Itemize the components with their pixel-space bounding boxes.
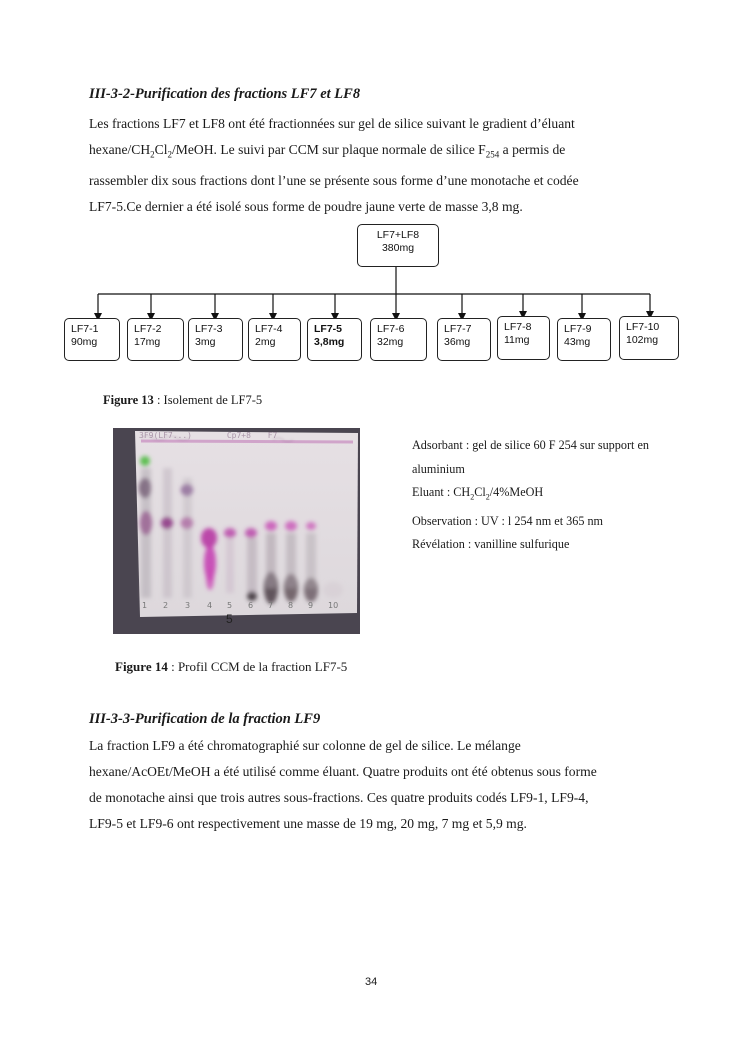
adsorbant-line: Adsorbant : gel de silice 60 F 254 sur support en [412, 438, 649, 452]
observation-line: Observation : UV : l 254 nm et 365 nm [412, 513, 604, 528]
node-lf7-1 [64, 318, 120, 361]
node-name: LF7-6 [377, 323, 405, 335]
node-mass: 380mg [381, 242, 415, 254]
adsorbant-line-2: aluminium [412, 461, 465, 476]
lane-number: 3 [185, 601, 191, 610]
lane-number: 5 [227, 601, 233, 610]
lane-number: 10 [328, 601, 339, 610]
node-lf7-7 [437, 318, 491, 361]
node-name: LF7-7 [444, 323, 472, 335]
node-mass: 102mg [626, 334, 659, 346]
node-mass: 43mg [564, 336, 591, 348]
lane-number: 4 [207, 601, 213, 610]
tlc-plate-photo [113, 428, 360, 634]
node-name: LF7-2 [134, 323, 162, 335]
plate-header-left: 3F9(LF7...) [139, 431, 192, 440]
lane-number: 1 [142, 601, 148, 610]
node-lf7-3 [188, 318, 243, 361]
figure-14-caption [115, 659, 347, 675]
lane-number: 6 [248, 601, 254, 610]
node-mass: 90mg [71, 336, 98, 348]
figure-caption-text: : Profil CCM de la fraction LF7-5 [167, 659, 348, 674]
text-run: Cl [474, 485, 486, 500]
lane-number: 7 [268, 601, 274, 610]
figure-caption-text: : Isolement de LF7-5 [153, 393, 263, 407]
subscript: 2 [470, 492, 475, 502]
node-lf7-6 [370, 318, 427, 361]
figure-13-caption [103, 393, 262, 408]
figure-label: Figure 13 [103, 393, 154, 407]
node-mass: 17mg [134, 336, 161, 348]
subscript: 2 [485, 492, 490, 502]
text-run: /4%MeOH [489, 485, 544, 500]
node-mass: 32mg [377, 336, 404, 348]
plate-header-right: Cp7+8 [226, 431, 251, 440]
text-run: rassembler dix sous fractions dont l’une se présente sous forme d’une monotache et codée [89, 172, 579, 188]
page-number: 34 [365, 976, 378, 988]
text-run: LF7-5.Ce dernier a été isolé sous forme de poudre jaune verte de masse 3,8 mg. [89, 198, 523, 214]
text-run: Les fractions LF7 et LF8 ont été fractionnées sur gel de silice suivant le gradient d’éluant [89, 116, 575, 131]
node-mass: 11mg [504, 334, 530, 346]
plate-header-corner: F7 [267, 431, 278, 440]
node-name: LF7-8 [504, 321, 532, 333]
paragraph-line: de monotache ainsi que trois autres sous-fractions. Ces quatre produits codés LF9-1, LF9-4, [89, 790, 589, 805]
text-run: /MeOH. Le suivi par CCM sur plaque normale de silice F [172, 142, 486, 157]
figure-label: Figure 14 [115, 659, 168, 674]
node-lf7-5 [307, 318, 362, 361]
subscript: 2 [150, 149, 155, 160]
paragraph-line: hexane/AcOEt/MeOH a été utilisé comme éluant. Quatre produits ont été obtenus sous forme [89, 764, 597, 779]
fractionation-diagram [0, 0, 745, 400]
section-heading-lf7-lf8: III-3-2-Purification des fractions LF7 et LF8 [89, 86, 361, 102]
text-run: Eluant : CH [412, 485, 471, 500]
node-lf7-8 [497, 316, 550, 360]
node-lf7-9 [557, 318, 611, 361]
node-name: LF7-9 [564, 323, 592, 335]
lane-number: 8 [288, 601, 294, 610]
node-name: LF7-1 [71, 323, 99, 335]
lane-numbers [113, 601, 360, 615]
plate-header-handwriting [139, 431, 277, 440]
node-name: LF7+LF8 [376, 229, 420, 241]
node-mass: 3,8mg [314, 336, 345, 348]
node-mass: 3mg [195, 336, 216, 348]
eluant-line [412, 481, 712, 509]
subscript: 254 [485, 149, 500, 160]
tlc-conditions [412, 434, 712, 557]
node-mass: 2mg [255, 336, 276, 348]
paragraph-line: LF9-5 et LF9-6 ont respectivement une masse de 19 mg, 20 mg, 7 mg et 5,9 mg. [89, 816, 527, 831]
revelation-line: Révélation : vanilline sulfurique [412, 537, 570, 552]
node-lf7-10 [619, 316, 679, 360]
lane-5-marker: 5 [226, 612, 233, 626]
node-mass: 36mg [444, 336, 471, 348]
paragraph-line: La fraction LF9 a été chromatographié sur colonne de gel de silice. Le mélange [89, 738, 521, 753]
node-root [357, 224, 439, 267]
paragraph-lf9 [89, 733, 656, 837]
text-run: Cl [154, 142, 168, 157]
subscript: 2 [167, 149, 172, 160]
node-lf7-2 [127, 318, 184, 361]
lane-number: 2 [163, 601, 169, 610]
node-lf7-4 [248, 318, 301, 361]
text-run: hexane/CH [89, 142, 151, 157]
node-name: LF7-4 [255, 323, 283, 335]
text-run: a permis de [499, 142, 566, 157]
node-name: LF7-3 [195, 323, 223, 335]
lane-number: 9 [308, 601, 314, 610]
section-heading-lf9: III-3-3-Purification de la fraction LF9 [89, 711, 321, 727]
node-name: LF7-5 [314, 323, 343, 335]
node-name: LF7-10 [626, 321, 660, 333]
